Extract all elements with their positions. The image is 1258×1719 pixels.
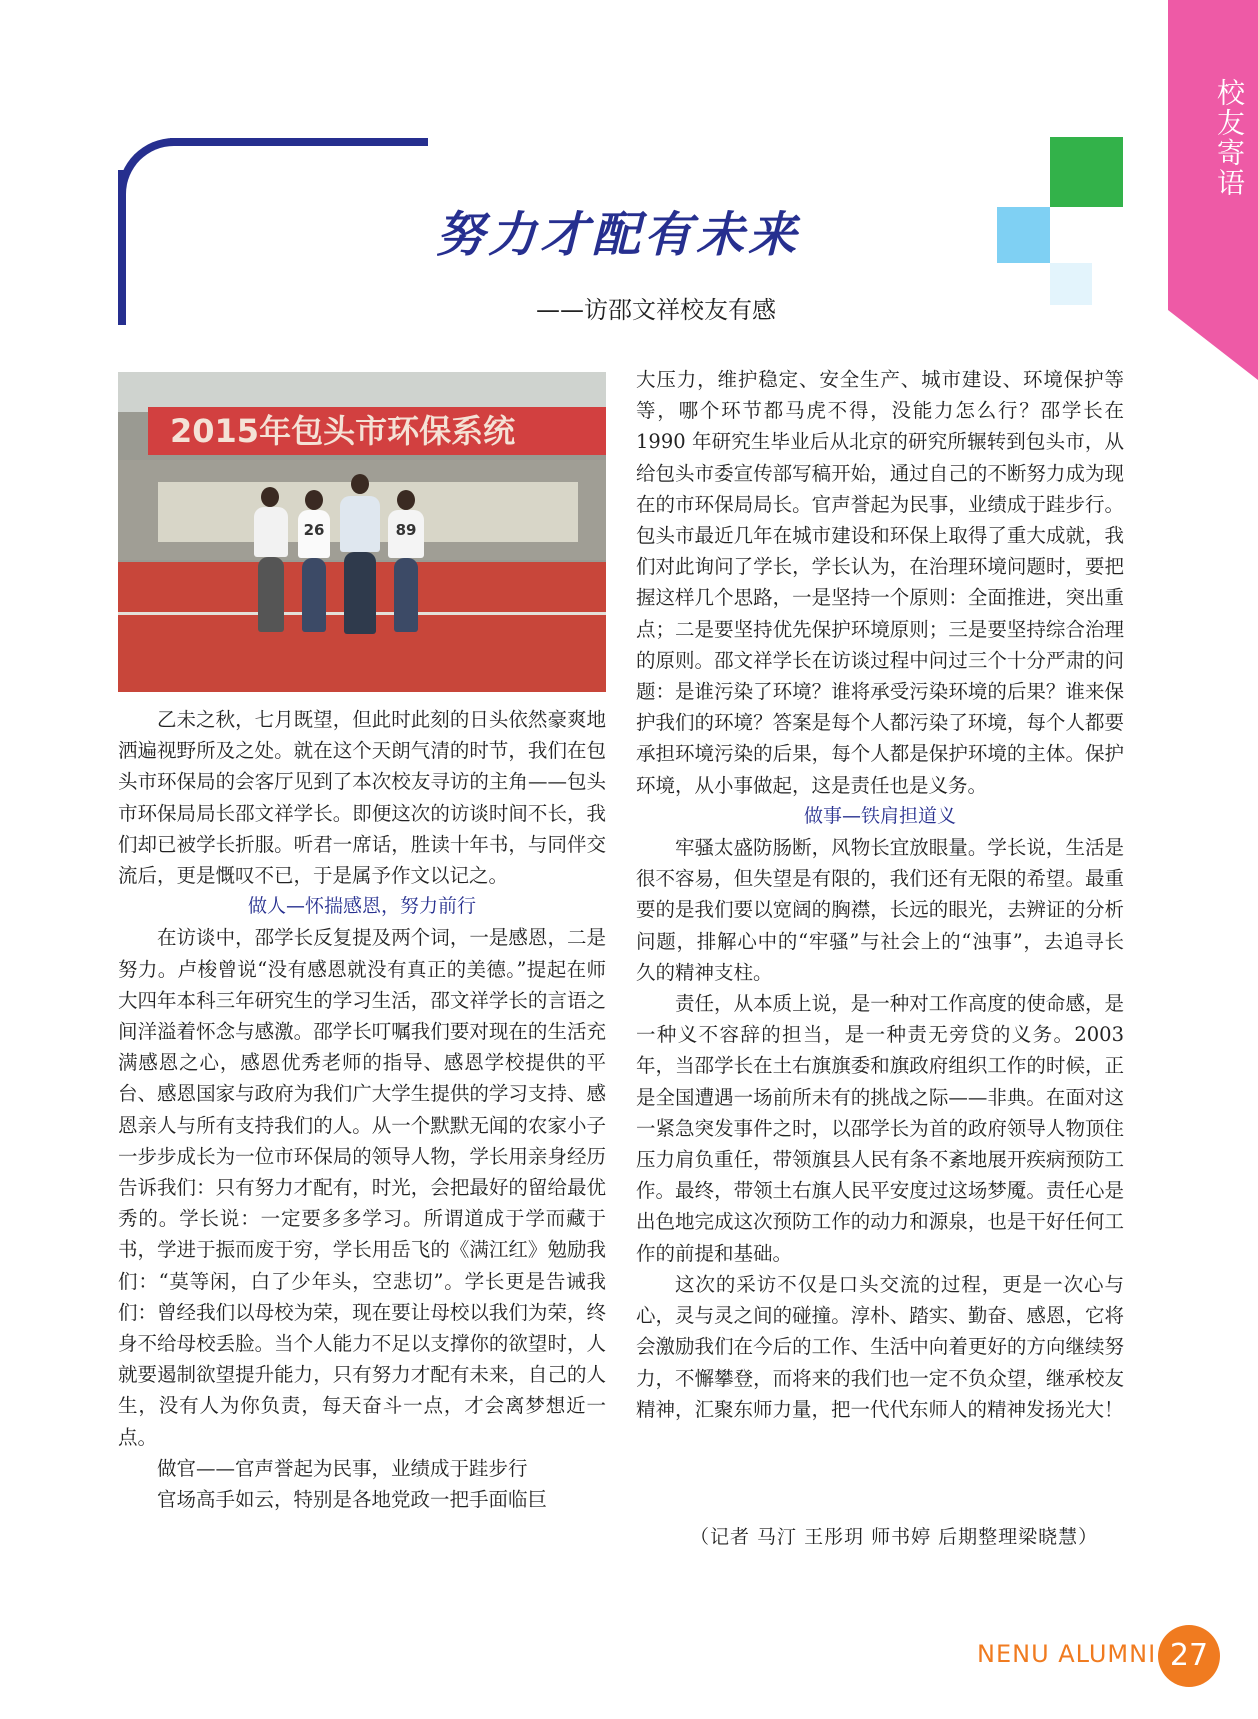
- paragraph: 大压力，维护稳定、安全生产、城市建设、环境保护等等，哪个环节都马虎不得，没能力怎么行？邵学长在 1990 年研究生毕业后从北京的研究所辗转到包头市，从给包头市委宣传部写稿开始，通过自己的不断努力成为现在的市环保局局长。官声誉起为民事，业绩成于跬步行。包头市最近几年在城市建设和环保上取得了重大成就，我们对此询问了学长，学长认为，在治理环境问题时，要把握这样几个思路，一是坚持一个原则：全面推进，突出重点；二是要坚持优先保护环境原则；三是要坚持综合治理的原则。邵文祥学长在访谈过程中问过三个十分严肃的问题：是谁污染了环境？谁将承受污染环境的后果？谁来保护我们的环境？答案是每个人都污染了环境，每个人都要承担环境污染的后果，每个人都是保护环境的主体。保护环境，从小事做起，这是责任也是义务。: [636, 368, 1124, 797]
- person-3: [340, 496, 380, 552]
- paragraph: 做官——官声誉起为民事，业绩成于跬步行: [157, 1456, 528, 1480]
- decor-square-blue: [997, 207, 1050, 263]
- article-subtitle: ——访邵文祥校友有感: [536, 296, 776, 324]
- paragraph: 乙未之秋，七月既望，但此时此刻的日头依然豪爽地洒遍视野所及之处。就在这个天朗气清的时节，我们在包头市环保局的会客厅见到了本次校友寻访的主角——包头市环保局局长邵文祥学长。即便这次的访谈时间不长，我们却已被学长折服。听君一席话，胜读十年书，与同伴交流后，更是慨叹不已，于是属予作文以记之。: [118, 708, 606, 888]
- person-head: [261, 487, 279, 507]
- decor-square-pale: [1050, 263, 1092, 305]
- person-head: [305, 490, 323, 510]
- photo-sky: [118, 372, 606, 412]
- photo-banner: 2015年包头市环保系统: [148, 407, 606, 455]
- person-2-legs: [302, 558, 326, 632]
- footer-brand: NENU ALUMNI: [977, 1640, 1157, 1668]
- person-4-shirt: 89: [388, 510, 424, 558]
- decor-square-green: [1050, 137, 1123, 207]
- credits: （记者 马汀 王彤玥 师书婷 后期整理梁晓慧）: [690, 1526, 1099, 1548]
- section-tab-fold: [1168, 310, 1258, 380]
- paragraph: 官场高手如云，特别是各地党政一把手面临巨: [157, 1488, 548, 1512]
- left-column: [118, 704, 606, 1515]
- header-bracket-top: [170, 138, 428, 146]
- paragraph: 牢骚太盛防肠断，风物长宜放眼量。学长说，生活是很不容易，但失望是有限的，我们还有无限的希望。最重要的是我们要以宽阔的胸襟，长远的眼光，去辨证的分析问题，排解心中的“牢骚”与社会上的“浊事”，去追寻长久的精神支柱。: [636, 836, 1124, 984]
- paragraph: 这次的采访不仅是口头交流的过程，更是一次心与心，灵与灵之间的碰撞。淳朴、踏实、勤奋、感恩，它将会激励我们在今后的工作、生活中向着更好的方向继续努力，不懈攀登，而将来的我们也一定不负众望，继承校友精神，汇聚东师力量，把一代代东师人的精神发扬光大！: [636, 1272, 1124, 1421]
- page-number: 27: [1158, 1625, 1220, 1687]
- section-heading: 做人—怀揣感恩，努力前行: [247, 895, 476, 918]
- person-2-shirt: 26: [298, 510, 330, 558]
- right-column: [636, 364, 1124, 1425]
- person-head: [351, 474, 369, 494]
- article-photo: [118, 372, 606, 692]
- paragraph: 在访谈中，邵学长反复提及两个词，一是感恩，二是努力。卢梭曾说“没有感恩就没有真正的美德。”提起在师大四年本科三年研究生的学习生活，邵文祥学长的言语之间洋溢着怀念与感激。邵学长叮嘱我们要对现在的生活充满感恩之心，感恩优秀老师的指导、感恩学校提供的平台、感恩国家与政府为我们广大学生提供的学习支持、感恩亲人与所有支持我们的人。从一个默默无闻的农家小子一步步成长为一位市环保局的领导人物，学长用亲身经历告诉我们：只有努力才配有，时光，会把最好的留给最优秀的。学长说：一定要多多学习。所谓道成于学而藏于书，学进于振而废于穷，学长用岳飞的《满江红》勉励我们：“莫等闲，白了少年头，空悲切”。学长更是告诫我们：曾经我们以母校为荣，现在要让母校以我们为荣，终身不给母校丢脸。当个人能力不足以支撑你的欲望时，人就要遏制欲望提升能力，只有努力才配有未来，自己的人生，没有人为你负责，每天奋斗一点，才会离梦想近一点。: [118, 926, 606, 1449]
- header-bracket-corner: [118, 138, 178, 198]
- header-bracket-side: [118, 170, 126, 325]
- person-3-legs: [344, 552, 376, 634]
- article-title: 努力才配有未来: [436, 207, 801, 263]
- section-tab-label: 校友寄语: [1213, 78, 1246, 198]
- person-4-legs: [394, 558, 418, 632]
- person-1: [254, 507, 288, 557]
- person-head: [397, 490, 415, 510]
- paragraph: 责任，从本质上说，是一种对工作高度的使命感，是一种义不容辞的担当，是一种责无旁贷的义务。2003 年，当邵学长在土右旗旗委和旗政府组织工作的时候，正是全国遭遇一场前所未有的挑战之际——非典。在面对这一紧急突发事件之时，以邵学长为首的政府领导人物顶住压力肩负重任，带领旗县人民有条不紊地展开疾病预防工作。最终，带领土右旗人民平安度过这场梦魇。责任心是出色地完成这次预防工作的动力和源泉，也是干好任何工作的前提和基础。: [636, 992, 1124, 1265]
- section-heading: 做事—铁肩担道义: [803, 804, 956, 827]
- person-1-legs: [258, 557, 284, 632]
